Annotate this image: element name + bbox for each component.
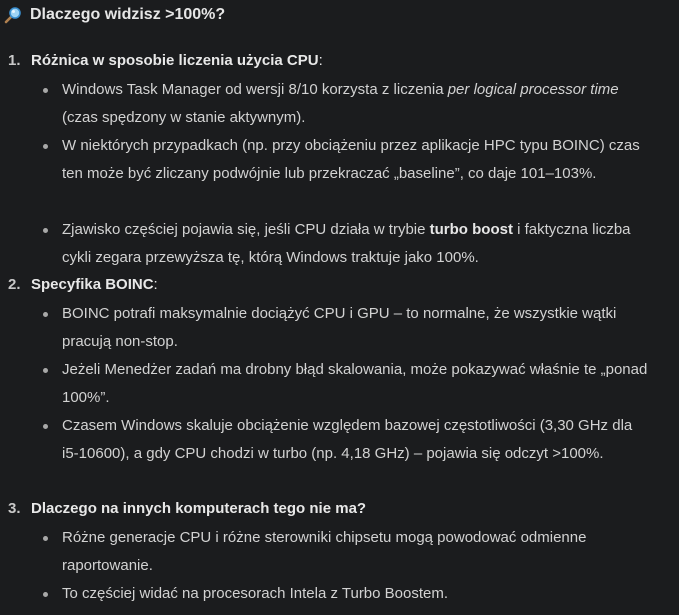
bullet-text: Zjawisko częściej pojawia się, jeśli CPU działa w trybie: [62, 221, 430, 238]
bullet-dot: [43, 144, 48, 149]
bullet-dot: [43, 592, 48, 597]
list-item: [62, 216, 652, 272]
list-item: [62, 132, 652, 188]
bullet-text: i faktyczna liczba cykli zegara przewyższa tę, którą Windows traktuje jako 100%.: [62, 221, 631, 266]
section-heading: [4, 6, 225, 24]
bullet-text: Czasem Windows skaluje obciążenie względem bazowej częstotliwości (3,30 GHz dla i5-10600), a gdy CPU chodzi w turbo (np. 4,18 GHz) – pojawia się odczyt >100%.: [62, 417, 633, 462]
list-item: [62, 524, 652, 580]
bullet-text: To częściej widać na procesorach Intela z Turbo Boostem.: [62, 585, 449, 602]
section-title-text: Różnica w sposobie liczenia użycia CPU: [31, 52, 319, 69]
bullet-text: Windows Task Manager od wersji 8/10 korzysta z liczenia: [62, 81, 448, 98]
bullet-dot: [43, 424, 48, 429]
bullet-dot: [43, 368, 48, 373]
bullet-text: (czas spędzony w stanie aktywnym).: [62, 109, 306, 126]
italic-text: per logical processor time: [447, 81, 619, 98]
section-title-text: Specyfika BOINC: [31, 276, 154, 293]
bullet-dot: [43, 88, 48, 93]
list-item: [62, 580, 652, 608]
list-item: [62, 300, 652, 356]
bold-text: turbo boost: [429, 221, 513, 238]
list-item: [62, 356, 652, 412]
bullet-dot: [43, 312, 48, 317]
section-number: 1.: [8, 52, 21, 69]
bullet-text: Różne generacje CPU i różne sterowniki chipsetu mogą powodować odmienne raportowanie.: [62, 529, 587, 574]
bullet-dot: [43, 536, 48, 541]
section-1-title: [8, 52, 323, 69]
heading-text: Dlaczego widzisz >100%?: [30, 6, 226, 23]
title-colon: :: [318, 52, 323, 69]
bullet-text: W niektórych przypadkach (np. przy obciążeniu przez aplikacje HPC typu BOINC) czas ten może być zliczany podwójnie lub przekraczać „baseline”, co daje 101–103%.: [62, 137, 640, 182]
magnifier-icon: [4, 6, 22, 24]
list-item: [62, 412, 652, 468]
section-number: 2.: [8, 276, 21, 293]
list-item: [62, 76, 652, 132]
section-title-text: Dlaczego na innych komputerach tego nie ma?: [31, 500, 367, 517]
section-number: 3.: [8, 500, 21, 517]
bullet-text: BOINC potrafi maksymalnie dociążyć CPU i GPU – to normalne, że wszystkie wątki pracują non-stop.: [62, 305, 617, 350]
bullet-dot: [43, 228, 48, 233]
section-3-title: [8, 500, 366, 517]
section-2-title: [8, 276, 158, 293]
bullet-text: Jeżeli Menedżer zadań ma drobny błąd skalowania, może pokazywać właśnie te „ponad 100%”.: [62, 361, 648, 406]
title-colon: :: [153, 276, 158, 293]
